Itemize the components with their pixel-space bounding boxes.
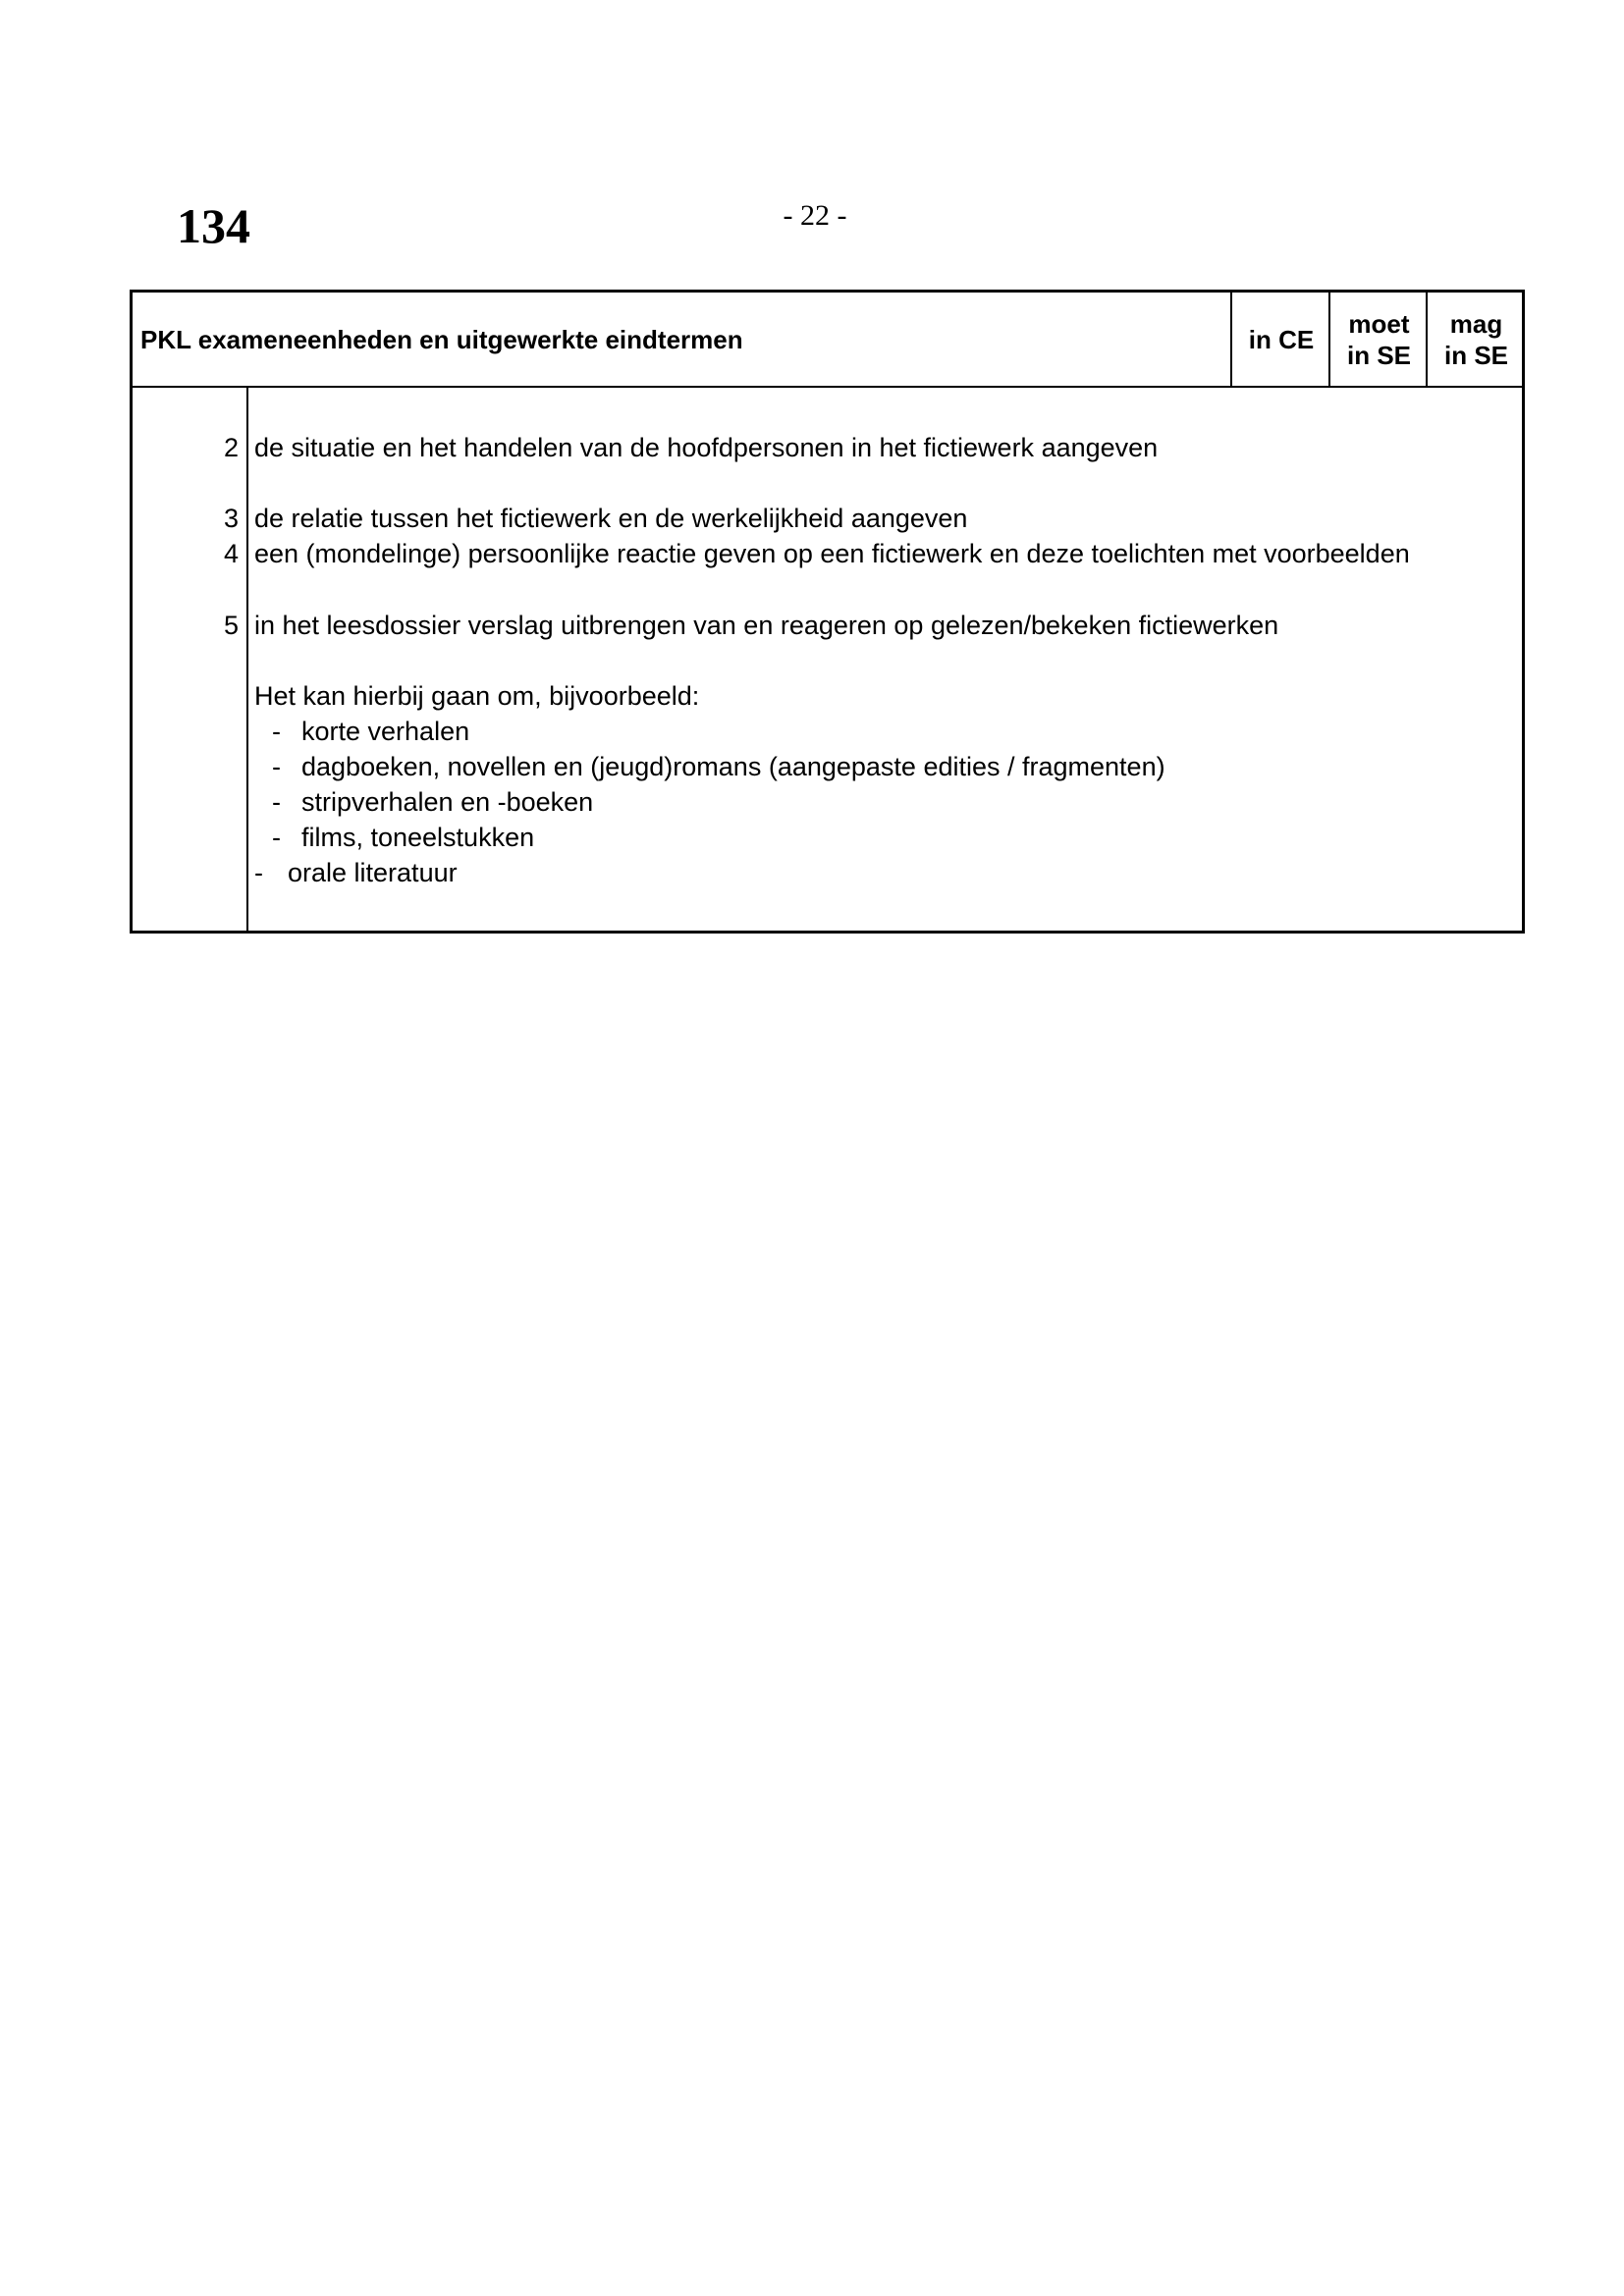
eindtermen-table (130, 290, 1525, 934)
header-in-ce: in CE (1230, 293, 1330, 386)
header-mag-line2: in SE (1443, 340, 1508, 370)
row-text: de situatie en het handelen van de hoofdpersonen in het fictiewerk aangeven (254, 433, 1159, 462)
folio: - 22 - (783, 199, 847, 232)
bullet-dash: - (254, 858, 263, 887)
row-number: 4 (223, 539, 239, 568)
example-item: korte verhalen (301, 717, 470, 746)
bullet-dash: - (272, 787, 281, 817)
row-text: in het leesdossier verslag uitbrengen van en reageren op gelezen/bekeken fictiewerken (254, 611, 1279, 640)
header-mag-line1: mag (1449, 308, 1503, 339)
page-number: 134 (177, 198, 250, 253)
header-moet-line2: in SE (1346, 340, 1411, 370)
example-item: orale literatuur (288, 858, 458, 887)
number-column-divider (246, 386, 248, 931)
table-header (133, 293, 1522, 388)
row-number: 3 (223, 504, 239, 533)
header-moet-line1: moet (1348, 308, 1410, 339)
example-item: dagboeken, novellen en (jeugd)romans (aangepaste edities / fragmenten) (301, 752, 1165, 781)
bullet-dash: - (272, 823, 281, 852)
row-number: 2 (223, 433, 239, 462)
row-text: de relatie tussen het fictiewerk en de werkelijkheid aangeven (254, 504, 968, 533)
header-mag-in-se (1426, 293, 1525, 386)
header-main: PKL exameneenheden en uitgewerkte eindtermen (140, 324, 743, 354)
example-item: films, toneelstukken (301, 823, 535, 852)
row-text: een (mondelinge) persoonlijke reactie geven op een fictiewerk en deze toelichten met voorbeelden (254, 539, 1410, 568)
bullet-dash: - (272, 717, 281, 746)
examples-intro: Het kan hierbij gaan om, bijvoorbeeld: (254, 681, 700, 711)
bullet-dash: - (272, 752, 281, 781)
example-item: stripverhalen en -boeken (301, 787, 594, 817)
row-number: 5 (223, 611, 239, 640)
header-moet-in-se (1328, 293, 1428, 386)
